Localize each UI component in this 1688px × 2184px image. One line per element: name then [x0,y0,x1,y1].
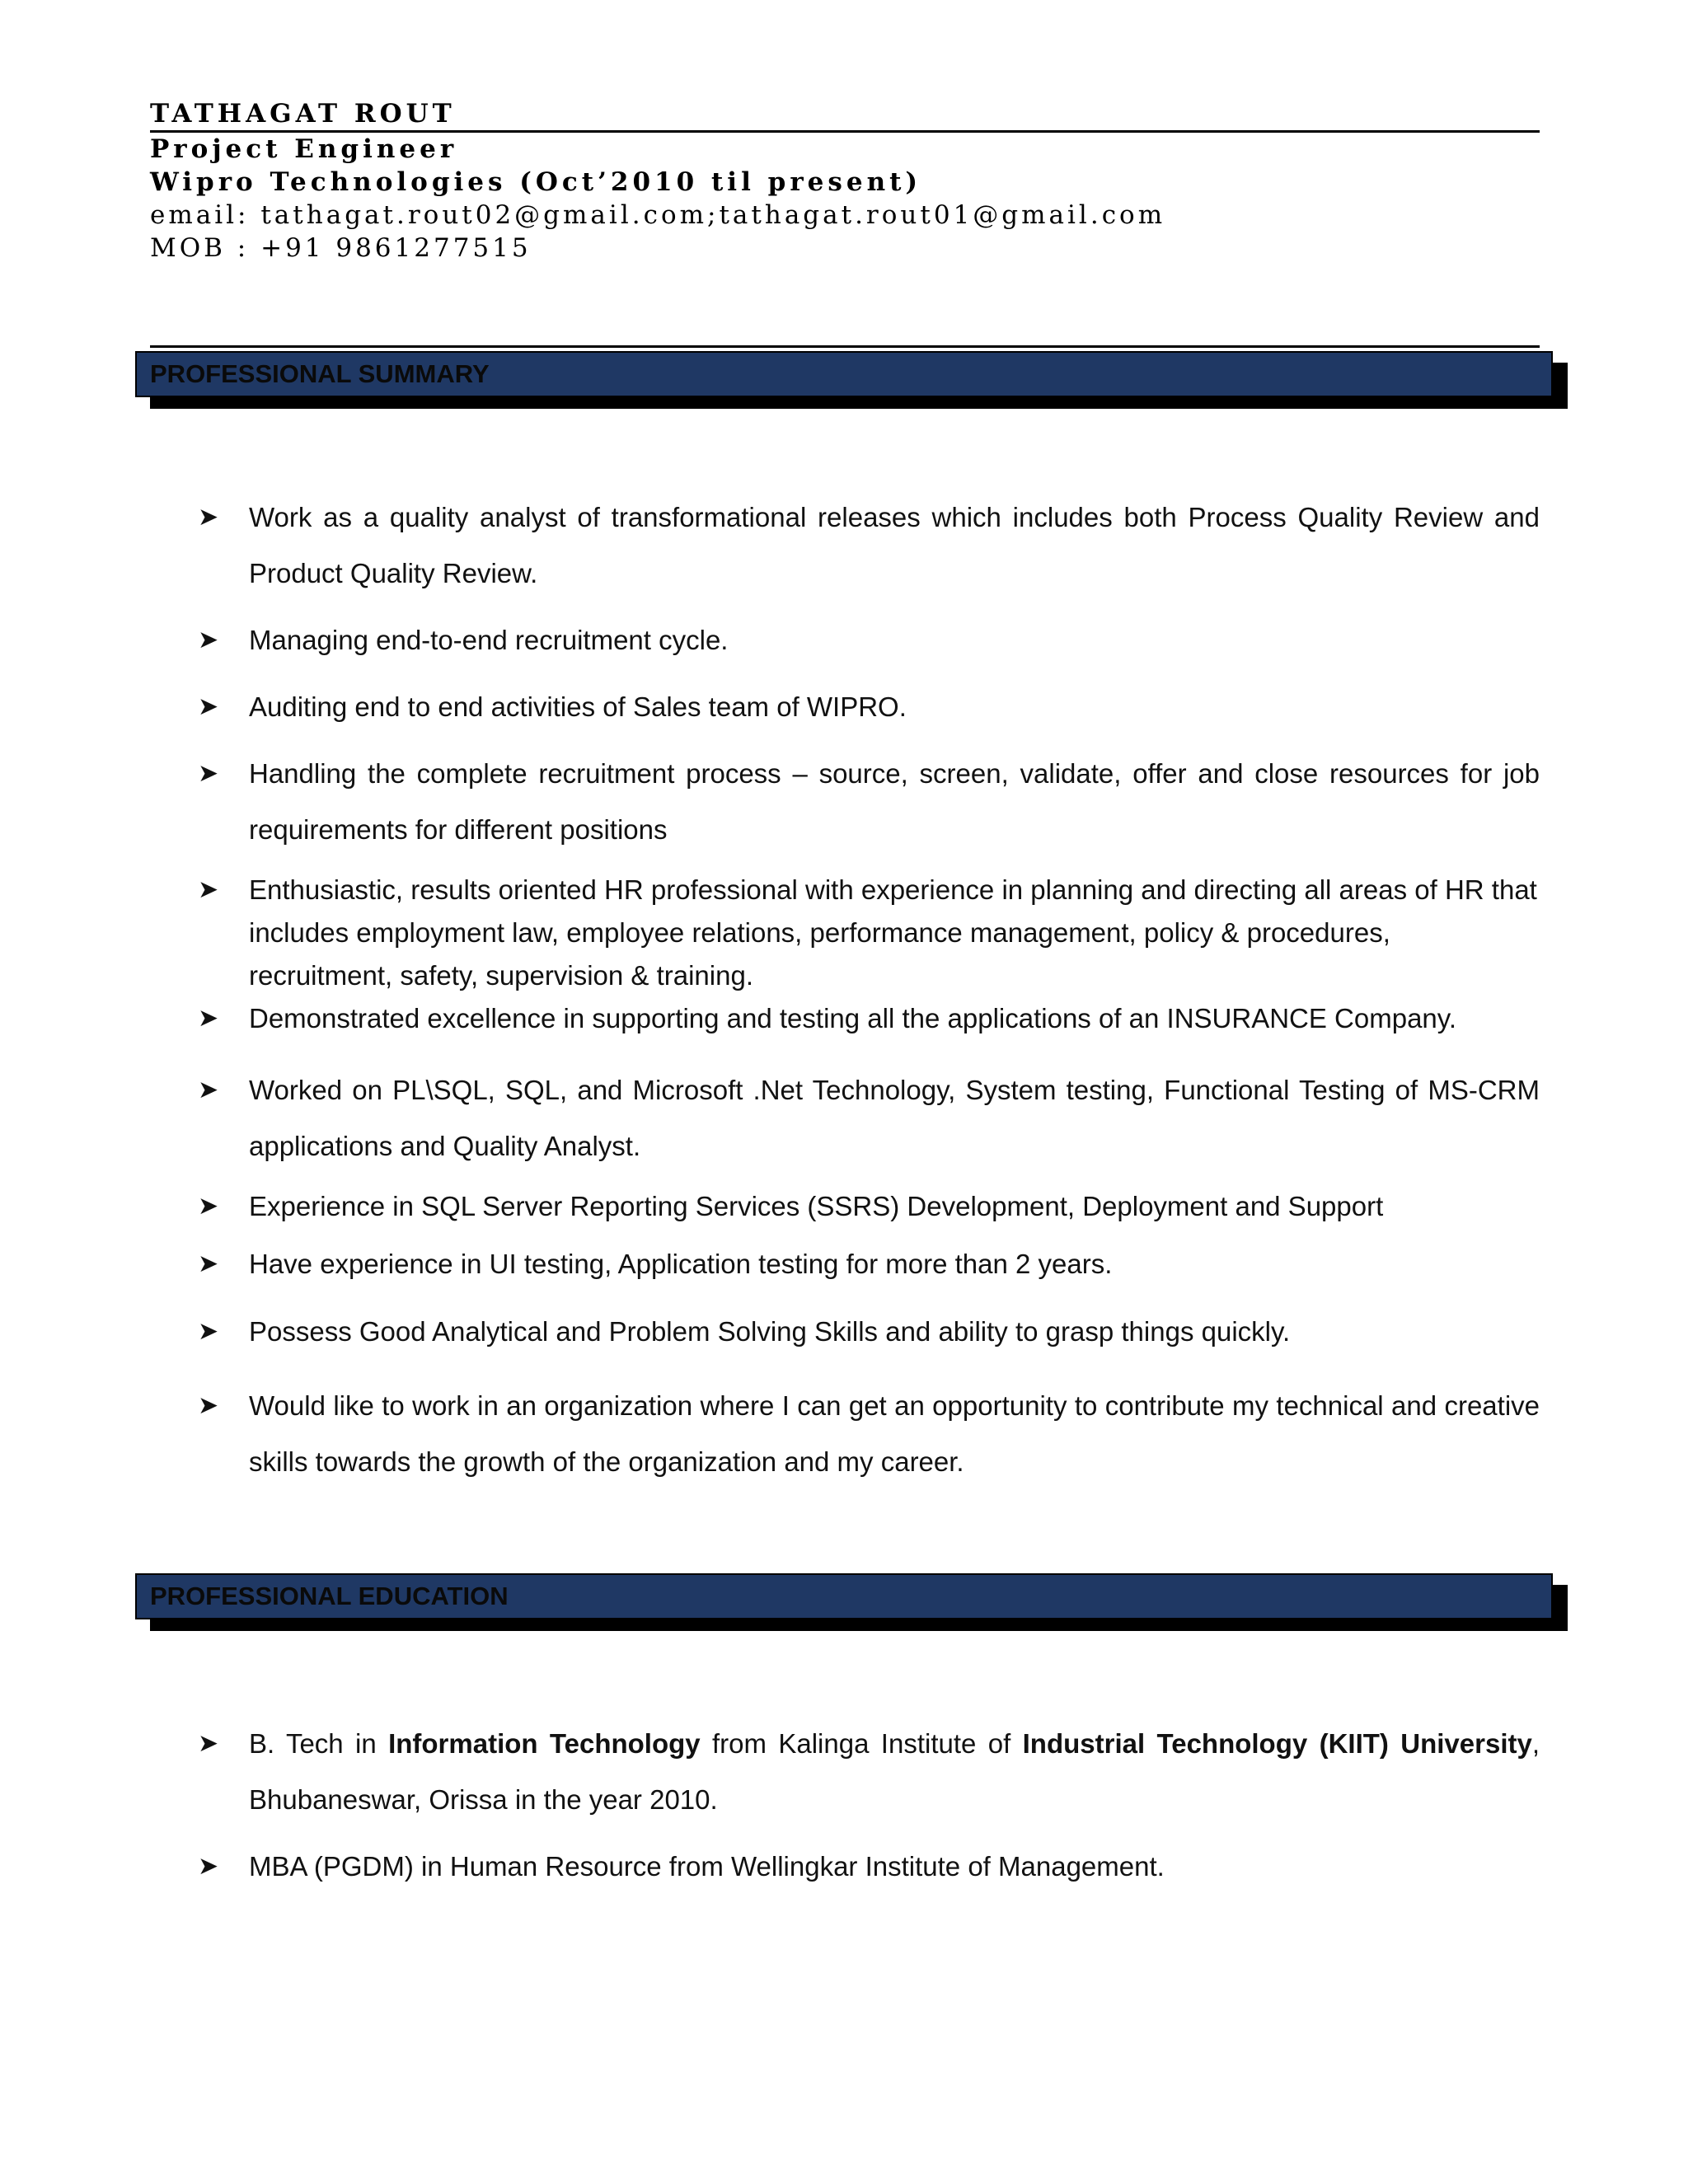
section-heading-label: PROFESSIONAL EDUCATION [150,1582,509,1610]
list-item-text: Managing end-to-end recruitment cycle. [249,625,729,655]
arrowhead-bullet-icon: ➤ [198,1249,219,1278]
list-item-text: Experience in SQL Server Reporting Services (SSRS) Development, Deployment and Support [249,1191,1384,1221]
mobile-line: MOB : +91 9861277515 [150,233,532,263]
list-item [198,679,1540,735]
list-item-text: Enthusiastic, results oriented HR professional with experience in planning and directing all areas of HR that includes employment law, employee relations, performance management, policy & procedures, recruitment, safety, supervision & training. [249,874,1537,991]
list-item-text [249,1728,1540,1815]
job-title: Project Engineer [150,134,458,164]
list-item [198,1185,1540,1228]
arrowhead-bullet-icon: ➤ [198,1729,219,1758]
location-year-text: , Bhubaneswar, Orissa in the year 2010. [249,1728,1540,1815]
arrowhead-bullet-icon: ➤ [198,1004,219,1033]
arrowhead-bullet-icon: ➤ [198,626,219,654]
section-heading-education [135,1573,1553,1619]
list-item [198,490,1540,602]
list-item-text: Worked on PL\SQL, SQL, and Microsoft .Net Technology, System testing, Functional Testing of MS-CRM applications and Quality Analyst. [249,1075,1540,1161]
section-heading-label: PROFESSIONAL SUMMARY [150,359,490,388]
list-item-text: Demonstrated excellence in supporting and testing all the applications of an INSURANCE Company. [249,1003,1457,1033]
section-heading-summary [135,351,1553,397]
arrowhead-bullet-icon: ➤ [198,503,219,532]
list-item [198,1839,1540,1895]
list-item [198,1243,1540,1286]
institute-name: Industrial Technology (KIIT) University [1022,1728,1532,1759]
candidate-name: TATHAGAT ROUT [150,97,1540,133]
education-list [198,1716,1540,1905]
list-item [198,1378,1540,1490]
list-item [198,746,1540,858]
arrowhead-bullet-icon: ➤ [198,875,219,904]
list-item-text: Possess Good Analytical and Problem Solving Skills and ability to grasp things quickly. [249,1316,1291,1347]
list-item [198,1716,1540,1828]
list-item-text: Would like to work in an organization where I can get an opportunity to contribute my technical and creative skills towards the growth of the organization and my career. [249,1390,1540,1477]
resume-header [150,97,1540,265]
list-item [198,612,1540,668]
arrowhead-bullet-icon: ➤ [198,1852,219,1881]
degree-text: B. Tech in [249,1728,389,1759]
list-item-text: Have experience in UI testing, Application testing for more than 2 years. [249,1249,1113,1279]
arrowhead-bullet-icon: ➤ [198,1192,219,1221]
list-item-text: MBA (PGDM) in Human Resource from Wellingkar Institute of Management. [249,1851,1165,1882]
list-item [198,1062,1540,1174]
arrowhead-bullet-icon: ➤ [198,1391,219,1420]
email-line: email: tathagat.rout02@gmail.com;tathagat.rout01@gmail.com [150,200,1166,230]
list-item [198,869,1540,997]
section-divider-line [150,345,1540,348]
arrowhead-bullet-icon: ➤ [198,1317,219,1346]
institute-text: from Kalinga Institute of [700,1728,1023,1759]
list-item-text: Auditing end to end activities of Sales team of WIPRO. [249,691,907,722]
list-item-text: Work as a quality analyst of transformational releases which includes both Process Quality Review and Product Quality Review. [249,502,1540,588]
company-line: Wipro Technologies (Oct’2010 til present) [150,167,922,197]
list-item [198,997,1540,1040]
arrowhead-bullet-icon: ➤ [198,759,219,788]
list-item-text: Handling the complete recruitment process – source, screen, validate, offer and close resources for job requirements for different positions [249,758,1540,845]
summary-list [198,490,1540,1501]
degree-field: Information Technology [388,1728,701,1759]
arrowhead-bullet-icon: ➤ [198,1076,219,1104]
arrowhead-bullet-icon: ➤ [198,692,219,721]
list-item [198,1310,1540,1353]
